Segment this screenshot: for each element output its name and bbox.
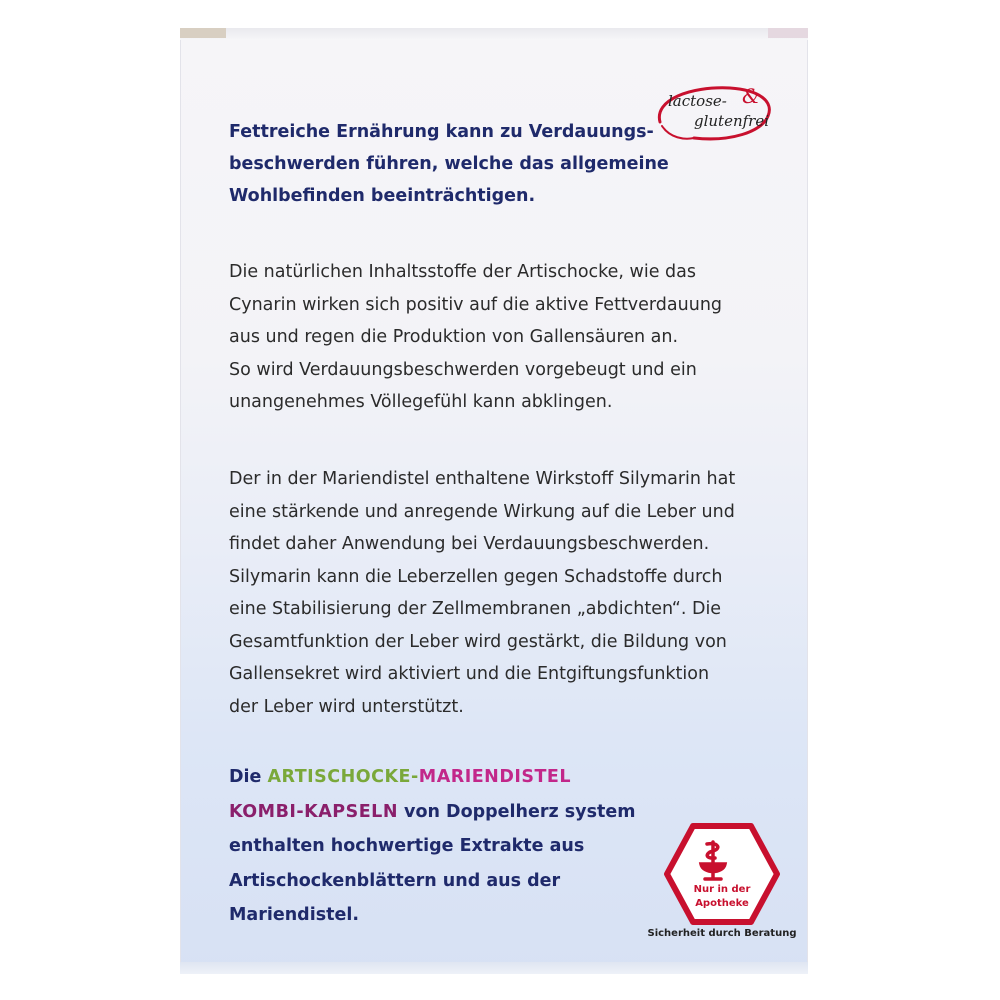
paragraph-line: Gesamtfunktion der Leber wird gestärkt, die Bildung von xyxy=(229,631,727,652)
intro-line: Wohlbefinden beeinträchtigen. xyxy=(229,186,536,206)
lactose-gluten-free-badge xyxy=(650,82,776,146)
milk-thistle-highlight: MARIENDISTEL xyxy=(418,767,572,787)
paragraph-line: Gallensekret wird aktiviert und die Entgiftungsfunktion xyxy=(229,664,710,684)
paragraph-line: eine Stabilisierung der Zellmembranen „abdichten“. Die xyxy=(229,599,722,619)
pharmacy-caption: Sicherheit durch Beratung xyxy=(647,928,797,939)
milk-thistle-paragraph xyxy=(229,463,735,723)
artichoke-paragraph xyxy=(229,256,722,419)
closing-text xyxy=(229,760,635,933)
closing-prefix: Die xyxy=(229,767,268,787)
artichoke-highlight: ARTISCHOCKE- xyxy=(267,767,419,787)
paragraph-line: Cynarin wirken sich positiv auf die aktive Fettverdauung xyxy=(229,294,723,315)
package-flap-right xyxy=(768,28,808,38)
combi-capsules-highlight: KOMBI-KAPSELN xyxy=(229,801,398,822)
package-top-edge xyxy=(180,28,808,40)
closing-line-4: Artischockenblättern und aus der xyxy=(229,870,561,891)
paragraph-line: aus und regen die Produktion von Gallensäuren an. xyxy=(229,327,679,347)
package-flap-left xyxy=(180,28,226,38)
closing-line-5: Mariendistel. xyxy=(229,905,360,925)
paragraph-line: unangenehmes Völlegefühl kann abklingen. xyxy=(229,392,613,412)
intro-line: beschwerden führen, welche das allgemeine xyxy=(229,154,669,174)
paragraph-line: So wird Verdauungsbeschwerden vorgebeugt und ein xyxy=(229,359,697,380)
paragraph-line: findet daher Anwendung bei Verdauungsbeschwerden. xyxy=(229,534,710,554)
pharmacy-only-seal xyxy=(663,822,781,926)
intro-text xyxy=(229,116,669,212)
pharmacy-line-2: Apotheke xyxy=(695,898,749,909)
closing-line-3: enthalten hochwertige Extrakte aus xyxy=(229,836,585,856)
paragraph-line: eine stärkende und anregende Wirkung auf die Leber und xyxy=(229,501,735,522)
package-bottom-edge xyxy=(180,962,808,974)
intro-line: Fettreiche Ernährung kann zu Verdauungs- xyxy=(229,122,654,142)
paragraph-line: Die natürlichen Inhaltsstoffe der Artischocke, wie das xyxy=(229,262,697,282)
closing-line-1 xyxy=(229,760,635,795)
badge-line-2: glutenfrei xyxy=(694,112,770,130)
paragraph-line: der Leber wird unterstützt. xyxy=(229,696,464,717)
paragraph-line: Der in der Mariendistel enthaltene Wirkstoff Silymarin hat xyxy=(229,469,736,489)
pharmacy-line-1: Nur in der xyxy=(693,884,751,895)
badge-ampersand: & xyxy=(742,84,760,108)
closing-line-2 xyxy=(229,795,635,830)
badge-line-1: lactose- xyxy=(668,92,727,110)
closing-brand: von Doppelherz system xyxy=(397,801,636,822)
paragraph-line: Silymarin kann die Leberzellen gegen Schadstoffe durch xyxy=(229,566,723,587)
pharmacy-hexagon-icon xyxy=(663,822,781,926)
